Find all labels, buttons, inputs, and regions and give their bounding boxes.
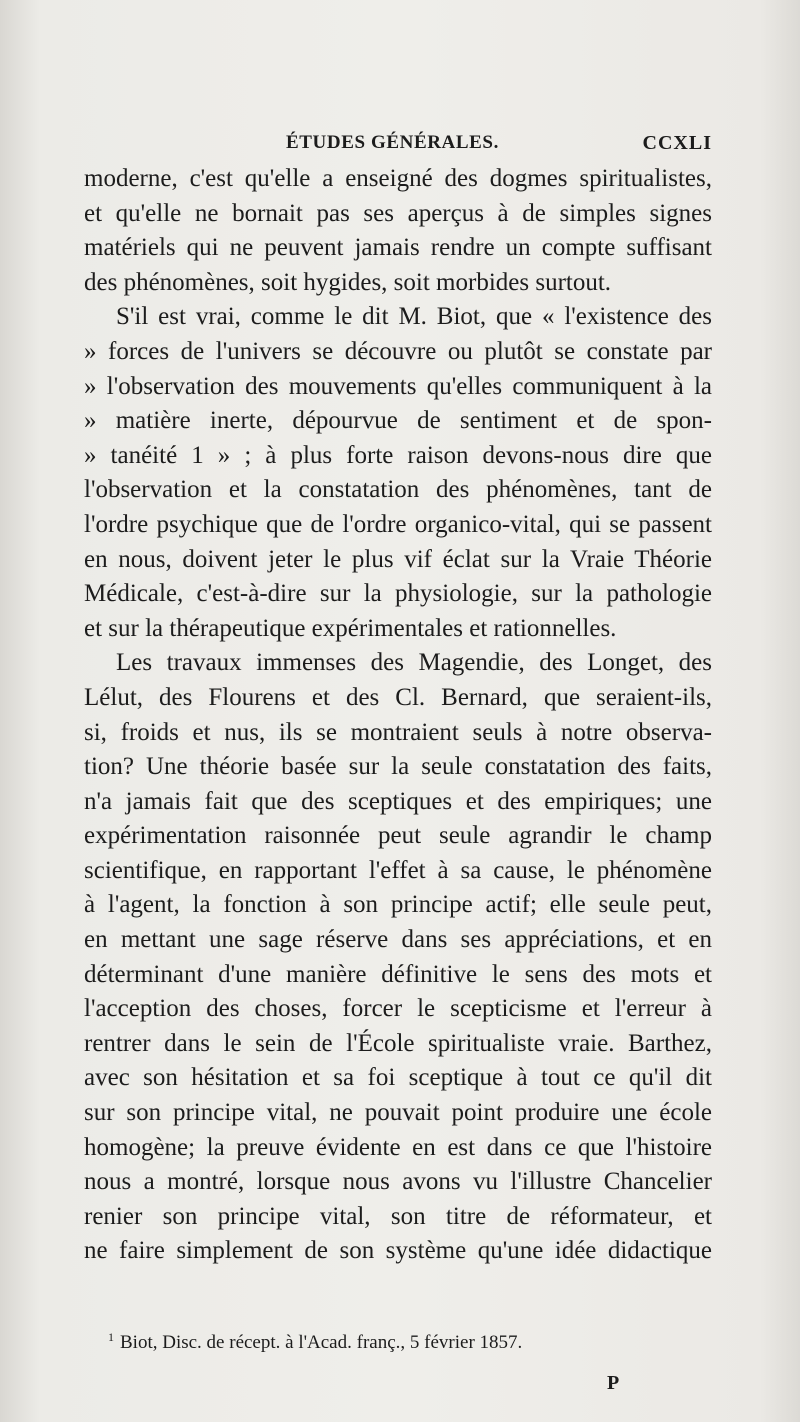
- text-line: et qu'elle ne bornait pas ses aperçus à de simples signes: [84, 199, 712, 227]
- text-line: expérimentation raisonnée peut seule agrandir le champ: [84, 822, 712, 850]
- paragraph-end-line: des phénomènes, soit hygides, soit morbides surtout.: [84, 268, 612, 296]
- text-line: renier son principe vital, son titre de réformateur, et: [84, 1202, 712, 1230]
- text-line: Lélut, des Flourens et des Cl. Bernard, que seraient-ils,: [84, 683, 712, 711]
- paragraph-start-line: Les travaux immenses des Magendie, des Longet, des: [116, 649, 712, 677]
- footnote-text: Biot, Disc. de récept. à l'Acad. franç., 5 février 1857.: [120, 1332, 523, 1353]
- text-line: n'a jamais fait que des sceptiques et des empiriques; une: [84, 787, 712, 815]
- text-line: déterminant d'une manière définitive le sens des mots et: [84, 960, 712, 988]
- text-line: si, froids et nus, ils se montraient seuls à notre observa-: [84, 718, 712, 746]
- text-line: en nous, doivent jeter le plus vif éclat sur la Vraie Théorie: [84, 545, 712, 573]
- text-line: rentrer dans le sein de l'École spiritualiste vraie. Barthez,: [84, 1029, 712, 1057]
- text-line: » matière inerte, dépourvue de sentiment et de spon-: [84, 407, 712, 435]
- footnote: [108, 1330, 708, 1354]
- paragraph-end-line: et sur la thérapeutique expérimentales et rationnelles.: [84, 614, 617, 642]
- text-line: homogène; la preuve évidente en est dans ce que l'histoire: [84, 1133, 712, 1161]
- text-line: l'ordre psychique que de l'ordre organico-vital, qui se passent: [84, 510, 712, 538]
- text-line: » tanéité 1 » ; à plus forte raison devons-nous dire que: [84, 441, 712, 469]
- text-line: moderne, c'est qu'elle a enseigné des dogmes spiritualistes,: [84, 165, 712, 192]
- text-line: scientifique, en rapportant l'effet à sa cause, le phénomène: [84, 856, 712, 884]
- running-title: ÉTUDES GÉNÉRALES.: [286, 132, 499, 153]
- paragraph-start-line: S'il est vrai, comme le dit M. Biot, que « l'existence des: [116, 303, 712, 331]
- page-header: [0, 132, 800, 160]
- text-line: » l'observation des mouvements qu'elles communiquent à la: [84, 372, 712, 400]
- text-line: ne faire simplement de son système qu'une idée didactique: [84, 1237, 712, 1265]
- signature-mark: P: [607, 1372, 620, 1394]
- footnote-marker: 1: [108, 1330, 114, 1344]
- text-line: l'acception des choses, forcer le scepticisme et l'erreur à: [84, 995, 712, 1023]
- text-line: en mettant une sage réserve dans ses appréciations, et en: [84, 926, 712, 954]
- text-line: sur son principe vital, ne pouvait point produire une école: [84, 1099, 712, 1127]
- text-line: tion? Une théorie basée sur la seule constatation des faits,: [84, 753, 712, 781]
- text-line: » forces de l'univers se découvre ou plutôt se constate par: [84, 337, 712, 365]
- text-line: l'observation et la constatation des phénomènes, tant de: [84, 476, 712, 504]
- text-line: à l'agent, la fonction à son principe actif; elle seule peut,: [84, 891, 712, 919]
- text-line: nous a montré, lorsque nous avons vu l'illustre Chancelier: [84, 1168, 712, 1196]
- text-line: matériels qui ne peuvent jamais rendre un compte suffisant: [84, 234, 712, 262]
- text-line: avec son hésitation et sa foi sceptique à tout ce qu'il dit: [84, 1064, 712, 1092]
- page-number: CCXLI: [642, 132, 712, 154]
- text-line: Médicale, c'est-à-dire sur la physiologie, sur la pathologie: [84, 580, 712, 608]
- body-text: [84, 162, 712, 1269]
